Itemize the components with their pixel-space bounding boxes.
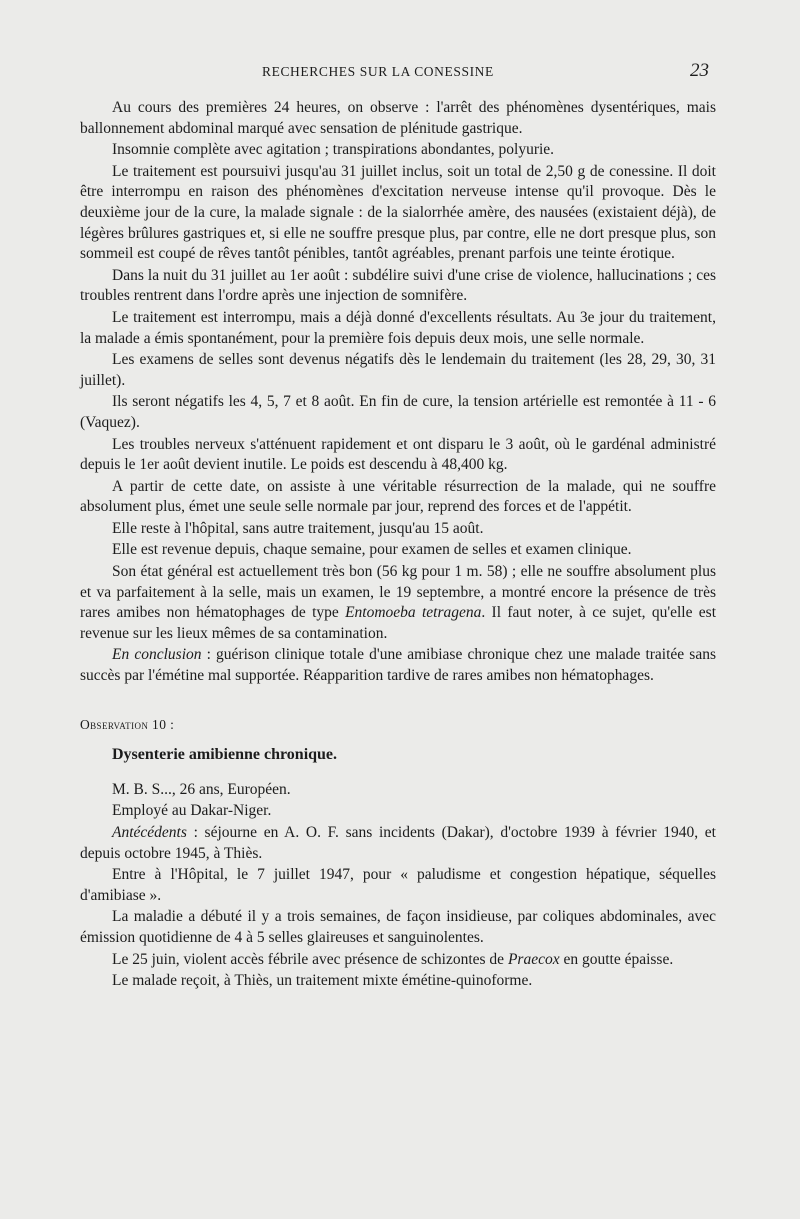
text-run: en goutte épaisse. [559,950,674,968]
paragraph: Les examens de selles sont devenus négatifs dès le lendemain du traitement (les 28, 29, 30, 31 juillet). [80,351,716,389]
text-run: : guérison clinique totale d'une amibiase chronique chez une malade traitée sans succès par l'émétine mal supportée. Réapparition tardive de rares amibes non hématophages. [80,646,716,685]
text-run: Le 25 juin, violent accès fébrile avec présence de schizontes de [112,950,508,968]
antecedents-label: Antécédents [112,824,187,841]
species-name: Praecox [507,950,560,968]
running-title: RECHERCHES SUR LA CONESSINE [262,64,494,79]
paragraph [80,950,716,971]
paragraph [80,823,716,864]
text-run: . Il faut noter, à ce sujet, qu'elle est revenue sur les lieux mêmes de sa contamination. [80,604,716,642]
paragraph: Elle reste à l'hôpital, sans autre traitement, jusqu'au 15 août. [112,519,484,537]
section-subheading: Dysenterie amibienne chronique. [112,746,338,764]
conclusion-paragraph [80,645,716,686]
paragraph: Ils seront négatifs les 4, 5, 7 et 8 août. En fin de cure, la tension artérielle est remontée à 11 - 6 (Vaquez). [80,393,716,431]
paragraph: Employé au Dakar-Niger. [112,802,272,820]
paragraph: Le traitement est poursuivi jusqu'au 31 juillet inclus, soit un total de 2,50 g de conessine. Il doit être interrompu en raison des phénomènes d'excitation nerveuse intense qu'il provoque. Dès le deuxième jour de la cure, la malade signale : de la sialorrhée amère, des nausées (existaient déjà), de légères brûlures gastriques et, si elle ne souffre presque plus, par contre, elle ne dort presque plus, son sommeil est coupé de rêves tantôt pénibles, tantôt agréables, prenant parfois une teinte érotique. [80,162,716,263]
paragraph: Entre à l'Hôpital, le 7 juillet 1947, pour « paludisme et congestion hépatique, séquelles d'amibiase ». [80,866,716,904]
page-number: 23 [690,60,709,81]
body-text [80,98,716,992]
paragraph: La maladie a débuté il y a trois semaines, de façon insidieuse, par coliques abdominales, avec émission quotidienne de 4 à 5 selles glaireuses et sanguinolentes. [80,908,716,946]
paragraph: A partir de cette date, on assiste à une véritable résurrection de la malade, qui ne souffre absolument plus, émet une seule selle normale par jour, reprend des forces et de l'appétit. [80,477,716,516]
species-name: Entomoeba tetragena [345,604,482,622]
paragraph: Insomnie complète avec agitation ; transpirations abondantes, polyurie. [112,141,555,159]
observation-heading: Observation 10 : [80,716,175,732]
paragraph: Le malade reçoit, à Thiès, un traitement mixte émétine-quinoforme. [112,972,533,990]
paragraph: Au cours des premières 24 heures, on observe : l'arrêt des phénomènes dysentériques, mais ballonnement abdominal marqué avec sensation de plénitude gastrique. [80,99,716,137]
paragraph [80,562,716,644]
paragraph: Le traitement est interrompu, mais a déjà donné d'excellents résultats. Au 3e jour du traitement, la malade a émis spontanément, pour la première fois depuis deux mois, une selle normale. [80,308,716,347]
paragraph: Les troubles nerveux s'atténuent rapidement et ont disparu le 3 août, où le gardénal administré depuis le 1er août devient inutile. Le poids est descendu à 48,400 kg. [80,435,716,474]
text-run: Son état général est actuellement très bon (56 kg pour 1 m. 58) ; elle ne souffre absolument plus et va parfaitement à la selle, mais un examen, le 19 septembre, a montré encore la présence de très rares amibes non hématophages de type [80,563,716,622]
text-run: : séjourne en A. O. F. sans incidents (Dakar), d'octobre 1939 à février 1940, et depuis octobre 1945, à Thiès. [80,824,716,862]
running-header [0,60,800,86]
paragraph: Elle est revenue depuis, chaque semaine, pour examen de selles et examen clinique. [112,541,632,559]
conclusion-label: En conclusion [112,646,202,664]
paragraph: M. B. S..., 26 ans, Européen. [112,780,291,798]
paragraph: Dans la nuit du 31 juillet au 1er août : subdélire suivi d'une crise de violence, hallucinations ; ces troubles rentrent dans l'ordre après une injection de somnifère. [80,266,716,305]
